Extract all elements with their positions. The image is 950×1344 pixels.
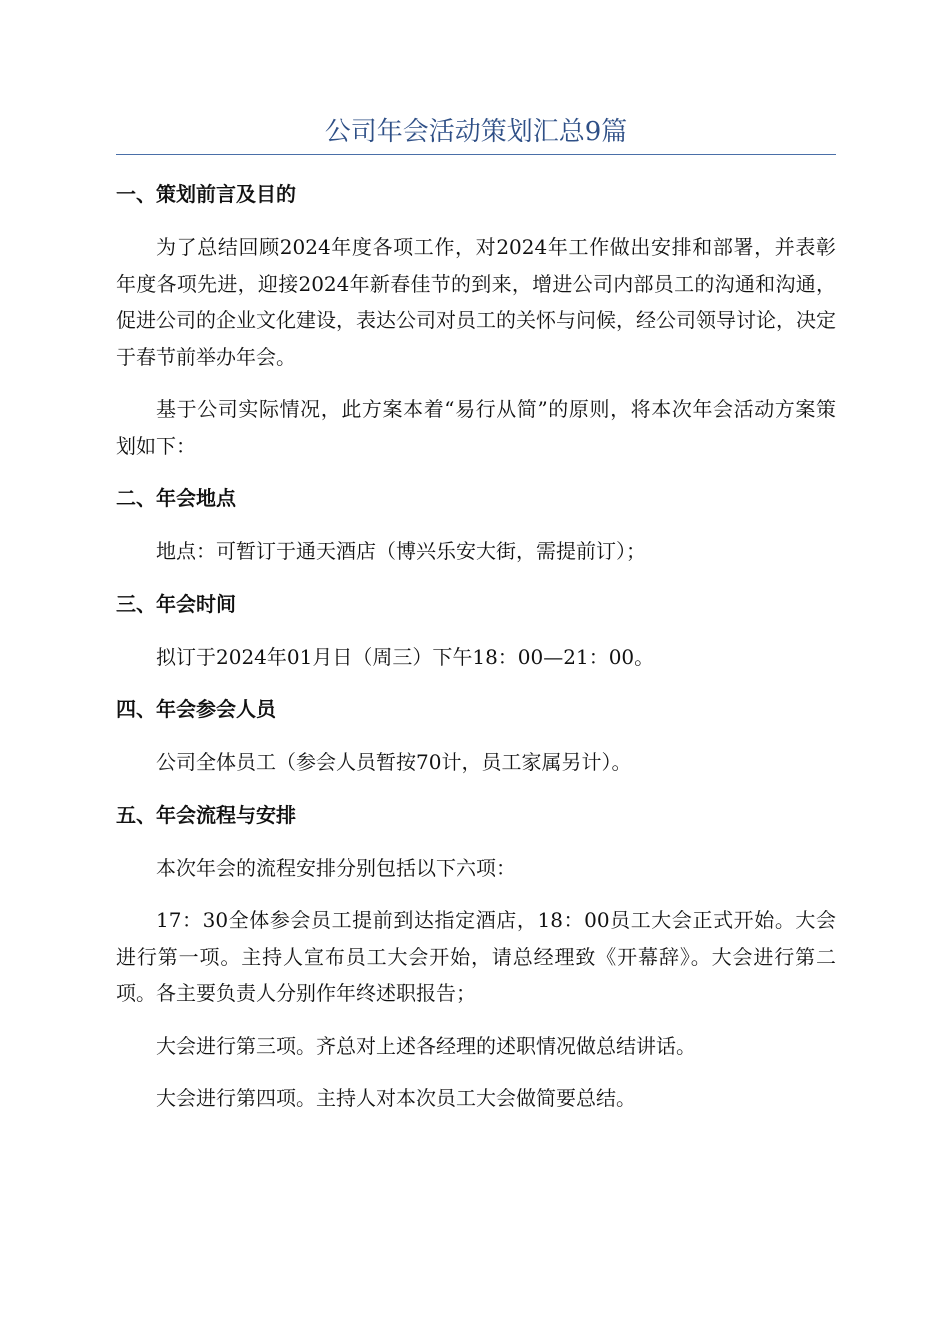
paragraph: 17：30全体参会员工提前到达指定酒店，18：00员工大会正式开始。大会进行第一项。主持人宣布员工大会开始，请总经理致《开幕辞》。大会进行第二项。各主要负责人分别作年终述职报告；	[116, 908, 836, 1005]
section-heading: 二、年会地点	[116, 486, 236, 510]
paragraph: 大会进行第三项。齐总对上述各经理的述职情况做总结讲话。	[156, 1033, 696, 1058]
document-title: 公司年会活动策划汇总9篇	[324, 117, 628, 147]
section-heading: 五、年会流程与安排	[116, 802, 296, 827]
section-heading: 一、策划前言及目的	[116, 182, 296, 206]
section-heading: 四、年会参会人员	[116, 697, 276, 721]
paragraph: 为了总结回顾2024年度各项工作，对2024年工作做出安排和部署，并表彰年度各项先进，迎接2024年新春佳节的到来，增进公司内部员工的沟通和沟通，促进公司的企业文化建设，表达公司对员工的关怀与问候，经公司领导讨论，决定于春节前举办年会。	[116, 235, 836, 369]
document-body	[116, 176, 836, 1117]
paragraph: 大会进行第四项。主持人对本次员工大会做简要总结。	[156, 1086, 636, 1110]
paragraph: 公司全体员工（参会人员暂按70计，员工家属另计）。	[156, 750, 632, 774]
title-underline	[116, 154, 836, 155]
paragraph: 本次年会的流程安排分别包括以下六项：	[156, 855, 516, 880]
section-heading: 三、年会时间	[116, 591, 236, 616]
paragraph: 地点：可暂订于通天酒店（博兴乐安大街，需提前订）；	[156, 539, 646, 563]
paragraph: 基于公司实际情况，此方案本着“易行从简”的原则，将本次年会活动方案策划如下：	[116, 397, 836, 458]
paragraph: 拟订于2024年01月日（周三）下午18：00—21：00。	[156, 644, 655, 669]
